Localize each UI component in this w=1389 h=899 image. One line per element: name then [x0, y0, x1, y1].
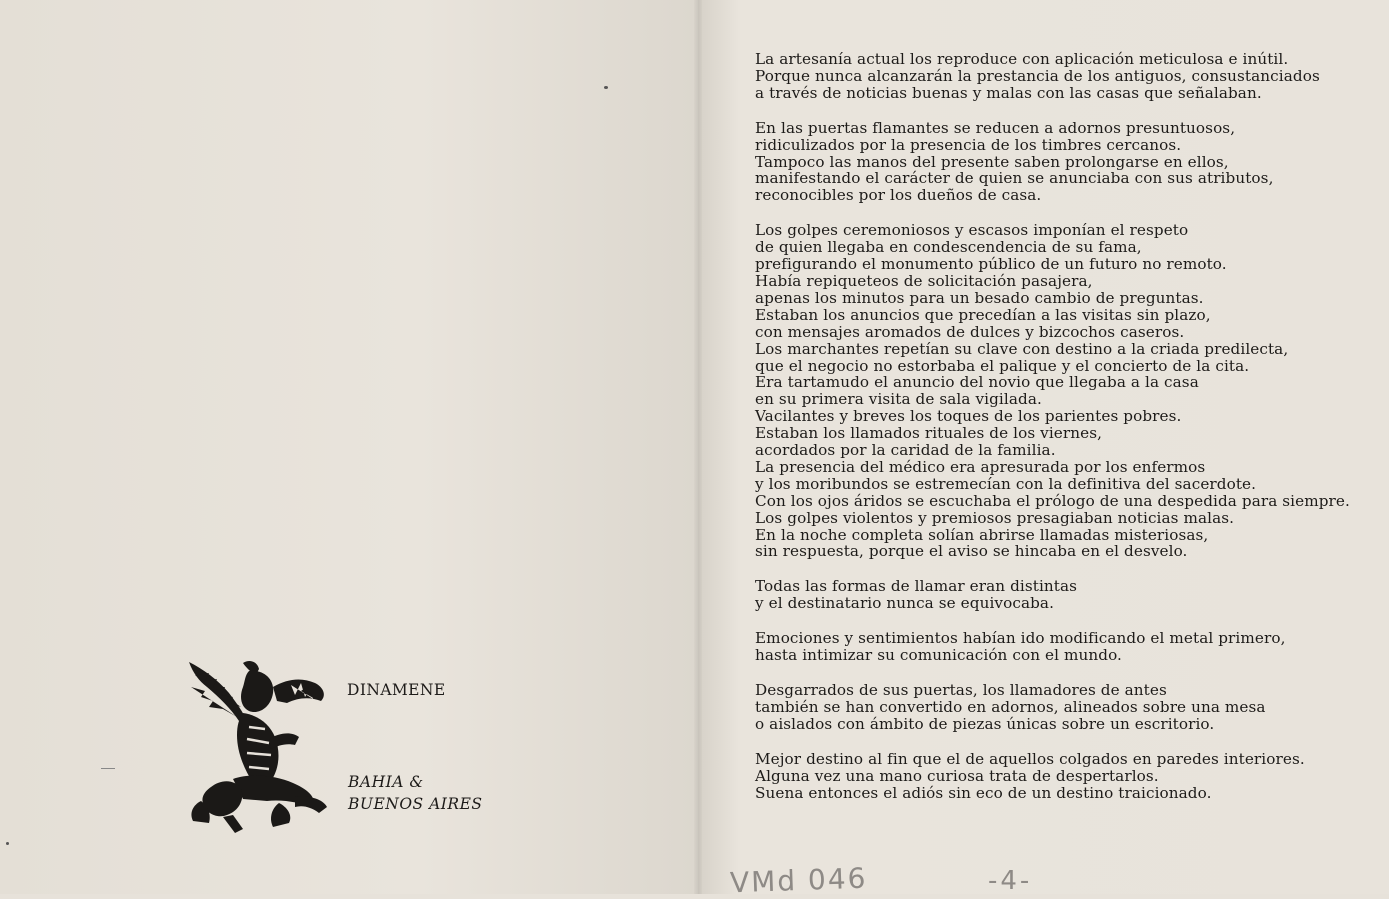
- publisher-name: DINAMENE: [347, 681, 446, 699]
- poem-line: Todas las formas de llamar eran distintas: [755, 577, 1078, 596]
- poem-line: reconocibles por los dueños de casa.: [755, 186, 1042, 205]
- paper-speck: [6, 842, 9, 845]
- poem-line: hasta intimizar su comunicación con el mundo.: [755, 646, 1122, 665]
- poem-line: y los moribundos se estremecían con la definitiva del sacerdote.: [755, 474, 1257, 493]
- poem-line: y el destinatario nunca se equivocaba.: [755, 594, 1055, 613]
- poem-line: Suena entonces el adiós sin eco de un destino traicionado.: [755, 783, 1212, 802]
- poem-line: En la noche completa solían abrirse llamadas misteriosas,: [755, 525, 1209, 544]
- place-line: BAHIA &: [348, 773, 424, 791]
- stanza: [755, 51, 1355, 102]
- left-page: [0, 0, 698, 894]
- poem-line: Los golpes violentos y premiosos presagiaban noticias malas.: [755, 508, 1235, 527]
- paper-mark: [101, 768, 115, 769]
- poem-line: La presencia del médico era apresurada por los enfermos: [755, 457, 1206, 476]
- poem-line: Desgarrados de sus puertas, los llamadores de antes: [755, 681, 1167, 699]
- poem-line: Alguna vez una mano curiosa trata de despertarlos.: [755, 766, 1159, 785]
- place-line: BUENOS AIRES: [348, 795, 483, 813]
- poem-line: prefigurando el monumento público de un futuro no remoto.: [755, 255, 1227, 274]
- handwritten-catalog-code: VMd 046: [729, 861, 868, 899]
- poem-line: ridiculizados por la presencia de los timbres cercanos.: [755, 135, 1182, 154]
- poem-line: Con los ojos áridos se escuchaba el prólogo de una despedida para siempre.: [755, 491, 1350, 510]
- poem-line: apenas los minutos para un besado cambio de preguntas.: [755, 288, 1204, 307]
- poem-line: Emociones y sentimientos habían ido modificando el metal primero,: [755, 629, 1286, 648]
- page-number: -4-: [988, 866, 1033, 896]
- poem-line: o aislados con ámbito de piezas únicas sobre un escritorio.: [755, 714, 1215, 733]
- poem-line: Era tartamudo el anuncio del novio que llegaba a la casa: [755, 373, 1199, 392]
- poem-line: Mejor destino al fin que el de aquellos colgados en paredes interiores.: [755, 749, 1305, 768]
- poem-line: Tampoco las manos del presente saben prolongarse en ellos,: [755, 152, 1229, 171]
- poem-line: Había repiqueteos de solicitación pasajera,: [755, 271, 1093, 290]
- poem-line: Los marchantes repetían su clave con destino a la criada predilecta,: [755, 339, 1289, 358]
- poem-line: que el negocio no estorbaba el palique y el concierto de la cita.: [755, 356, 1250, 375]
- poem-line: En las puertas flamantes se reducen a adornos presuntuosos,: [755, 118, 1236, 137]
- poem-line: a través de noticias buenas y malas con las casas que señalaban.: [755, 83, 1262, 102]
- poem-line: sin respuesta, porque el aviso se hincaba en el desvelo.: [755, 542, 1188, 561]
- book-gutter: [694, 0, 702, 894]
- stanza: [755, 630, 1355, 664]
- winged-figure-woodcut-icon: [183, 657, 331, 833]
- poem-line: también se han convertido en adornos, alineados sobre una mesa: [755, 697, 1266, 716]
- poem-line: manifestando el carácter de quien se anunciaba con sus atributos,: [755, 169, 1274, 188]
- poem-line: La artesanía actual los reproduce con aplicación meticulosa e inútil.: [755, 50, 1289, 68]
- poem-line: Vacilantes y breves los toques de los parientes pobres.: [755, 407, 1182, 426]
- stanza: [755, 578, 1355, 612]
- poem-text: [755, 51, 1355, 819]
- publication-place: [348, 771, 483, 815]
- poem-line: Estaban los llamados rituales de los viernes,: [755, 424, 1103, 443]
- poem-line: en su primera visita de sala vigilada.: [755, 390, 1042, 409]
- poem-line: Los golpes ceremoniosos y escasos imponían el respeto: [755, 221, 1189, 240]
- poem-line: de quien llegaba en condescendencia de su fama,: [755, 238, 1142, 257]
- poem-line: con mensajes aromados de dulces y bizcochos caseros.: [755, 322, 1185, 341]
- stanza: [755, 222, 1355, 560]
- paper-speck: [604, 86, 608, 89]
- stanza: [755, 120, 1355, 205]
- poem-line: Estaban los anuncios que precedían a las visitas sin plazo,: [755, 305, 1211, 324]
- stanza: [755, 682, 1355, 733]
- poem-line: acordados por la caridad de la familia.: [755, 441, 1056, 460]
- stanza: [755, 751, 1355, 802]
- poem-line: Porque nunca alcanzarán la prestancia de los antiguos, consustanciados: [755, 66, 1320, 85]
